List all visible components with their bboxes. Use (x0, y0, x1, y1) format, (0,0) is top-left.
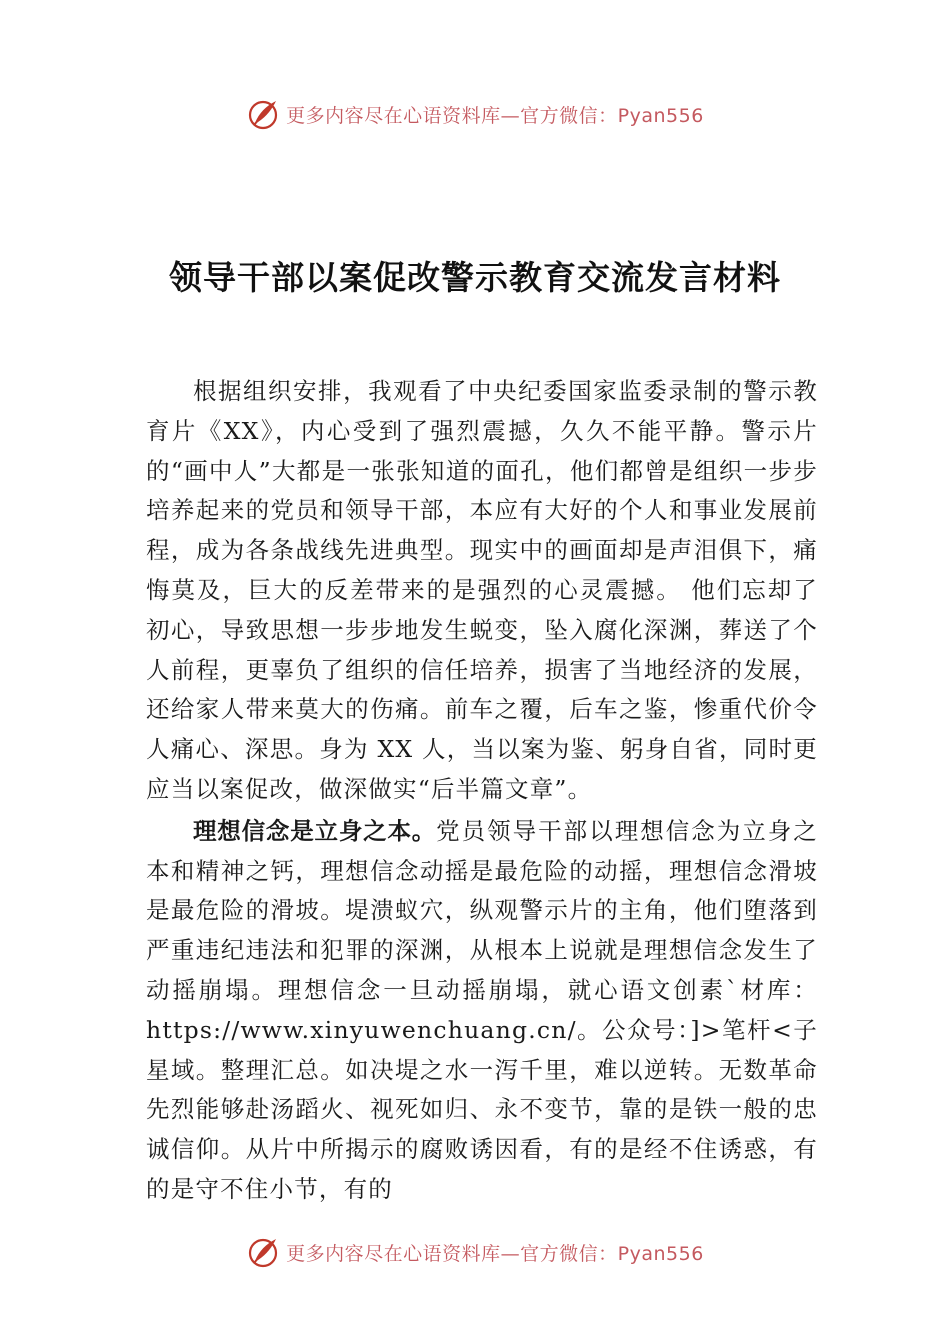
paragraph-2-text: 党员领导干部以理想信念为立身之本和精神之钙，理想信念动摇是最危险的动摇，理想信念滑坡是最危险的滑坡。堤溃蚁穴，纵观警示片的主角，他们堕落到严重违纪违法和犯罪的深渊，从根本上说就是理想信念发生了动摇崩塌。理想信念一旦动摇崩塌，就心语文创素`材库：https://www.xinyuwenchuang.cn/。公众号：]>笔杆<子星域。整理汇总。如决堤之水一泻千里，难以逆转。无数革命先烈能够赴汤蹈火、视死如归、永不变节，靠的是铁一般的忠诚信仰。从片中所揭示的腐败诱因看，有的是经不住诱惑，有的是守不住小节，有的 (146, 816, 818, 1203)
feather-pen-logo-icon (246, 97, 280, 131)
paragraph-2-lead: 理想信念是立身之本。 (193, 816, 437, 845)
document-title: 领导干部以案促改警示教育交流发言材料 (169, 258, 781, 297)
banner-text: 更多内容尽在心语资料库—官方微信：Pyan556 (286, 104, 704, 127)
feather-pen-logo-icon (246, 1235, 280, 1269)
wechat-id: Pyan556 (617, 1242, 704, 1265)
header-banner (0, 94, 950, 134)
wechat-id: Pyan556 (617, 104, 704, 127)
footer-banner (0, 1232, 950, 1272)
document-body (146, 372, 818, 1210)
banner-text: 更多内容尽在心语资料库—官方微信：Pyan556 (286, 1242, 704, 1265)
paragraph-1: 根据组织安排，我观看了中央纪委国家监委录制的警示教育片《XX》，内心受到了强烈震撼，久久不能平静。警示片的“画中人”大都是一张张知道的面孔，他们都曾是组织一步步培养起来的党员和领导干部，本应有大好的个人和事业发展前程，成为各条战线先进典型。现实中的画面却是声泪俱下，痛悔莫及，巨大的反差带来的是强烈的心灵震撼。 他们忘却了初心，导致思想一步步地发生蜕变，坠入腐化深渊，葬送了个人前程，更辜负了组织的信任培养，损害了当地经济的发展，还给家人带来莫大的伤痛。前车之覆，后车之鉴，惨重代价令人痛心、深思。身为 XX 人，当以案为鉴、躬身自省，同时更应当以案促改，做深做实“后半篇文章”。 (146, 377, 818, 803)
paragraph-2 (146, 812, 818, 1210)
